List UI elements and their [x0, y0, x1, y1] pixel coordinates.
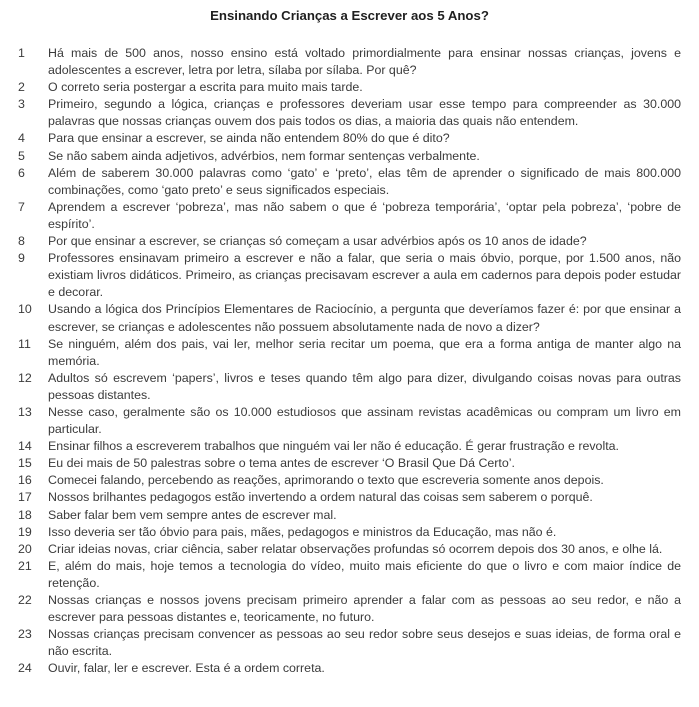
list-item — [18, 558, 681, 592]
item-text: Saber falar bem vem sempre antes de escrever mal. — [48, 507, 337, 522]
item-number: 2 — [18, 80, 25, 95]
item-text: Professores ensinavam primeiro a escrever e não a falar, que seria o mais óbvio, porque, por 1.500 anos, não existiam livros didáticos. Primeiro, as crianças precisavam escrever a aula em cadernos para depois poder estudar e decorar. — [48, 251, 681, 300]
list-item — [18, 45, 681, 79]
item-text: Nesse caso, geralmente são os 10.000 estudiosos que assinam revistas acadêmicas ou compram um livro em particular. — [48, 404, 681, 437]
item-number: 23 — [18, 627, 32, 642]
list-item — [18, 199, 681, 233]
list-item — [18, 541, 681, 558]
item-number: 15 — [18, 456, 32, 471]
list-item — [18, 96, 681, 130]
list-item — [18, 233, 681, 250]
item-number: 5 — [18, 148, 25, 163]
list-item — [18, 626, 681, 660]
item-text: Se ninguém, além dos pais, vai ler, melhor seria recitar um poema, que era a forma antiga de manter algo na memória. — [48, 336, 681, 368]
item-number: 13 — [18, 404, 32, 419]
item-number: 17 — [18, 490, 32, 505]
item-number: 1 — [18, 46, 25, 60]
item-text: Nossos brilhantes pedagogos estão invertendo a ordem natural das coisas sem saberem o porquê. — [48, 490, 593, 505]
list-item — [18, 79, 681, 96]
list-item — [18, 455, 681, 472]
list-item — [18, 507, 681, 524]
list-item — [18, 438, 681, 455]
item-text: Ouvir, falar, ler e escrever. Esta é a ordem correta. — [48, 661, 325, 676]
item-text: O correto seria postergar a escrita para muito mais tarde. — [48, 80, 363, 95]
item-text: Primeiro, segundo a lógica, crianças e professores deveriam usar esse tempo para compreender as 30.000 palavras que nossas crianças ouvem dos pais todos os dias, a maioria das quais não entendem. — [48, 97, 681, 129]
item-number: 3 — [18, 97, 25, 112]
item-number: 9 — [18, 251, 25, 266]
item-number: 6 — [18, 165, 25, 180]
list-item — [18, 660, 681, 677]
item-number: 14 — [18, 439, 32, 454]
item-number: 7 — [18, 199, 25, 214]
item-number: 19 — [18, 524, 32, 539]
item-number: 11 — [18, 336, 31, 351]
item-text: Nossas crianças e nossos jovens precisam primeiro aprender a falar com as pessoas ao seu redor, e não a escrever para pessoas distantes e, teoricamente, no futuro. — [48, 593, 681, 625]
item-number: 8 — [18, 234, 25, 249]
list-item — [18, 336, 681, 370]
item-text: Por que ensinar a escrever, se crianças só começam a usar advérbios após os 10 anos de idade? — [48, 234, 587, 249]
item-text: Usando a lógica dos Princípios Elementares de Raciocínio, a pergunta que deveríamos fazer é: por que ensinar a escrever, se crianças e adolescentes não possuem absolutamente nada de novo a dizer? — [48, 302, 681, 334]
item-text: Comecei falando, percebendo as reações, aprimorando o texto que escreveria somente anos depois. — [48, 473, 604, 488]
list-item — [18, 592, 681, 626]
item-text: Aprendem a escrever ‘pobreza’, mas não sabem o que é ‘pobreza temporária’, ‘optar pela pobreza’, ‘pobre de espírito’. — [48, 199, 681, 231]
item-number: 18 — [18, 507, 32, 522]
item-number: 21 — [18, 558, 32, 573]
list-item — [18, 404, 681, 438]
item-number: 20 — [18, 541, 32, 556]
item-text: Ensinar filhos a escreverem trabalhos que ninguém vai ler não é educação. É gerar frustração e revolta. — [48, 439, 619, 454]
document-title: Ensinando Crianças a Escrever aos 5 Anos? — [210, 8, 489, 23]
list-item — [18, 301, 681, 335]
item-text: Criar ideias novas, criar ciência, saber relatar observações profundas só ocorrem depois dos 30 anos, e olhe lá. — [48, 541, 663, 556]
list-item — [18, 489, 681, 506]
item-text: Há mais de 500 anos, nosso ensino está voltado primordialmente para ensinar nossas crianças, jovens e adolescentes a escrever, letra por letra, sílaba por sílaba. Por quê? — [48, 46, 681, 78]
list-item — [18, 130, 681, 147]
item-text: Além de saberem 30.000 palavras como ‘gato’ e ‘preto’, elas têm de aprender o significado de mais 800.000 combinações, como ‘gato preto’ e seus significados especiais. — [48, 165, 681, 197]
list-item — [18, 250, 681, 301]
item-number: 12 — [18, 370, 32, 385]
list-item — [18, 165, 681, 199]
item-text: Eu dei mais de 50 palestras sobre o tema antes de escrever ‘O Brasil Que Dá Certo’. — [48, 456, 515, 471]
list-item — [18, 524, 681, 541]
item-number: 24 — [18, 661, 32, 676]
list-item — [18, 472, 681, 489]
item-text: E, além do mais, hoje temos a tecnologia do vídeo, muito mais eficiente do que o livro e com maior índice de retenção. — [48, 558, 681, 590]
item-number: 10 — [18, 302, 32, 317]
list-item — [18, 148, 681, 165]
item-text: Nossas crianças precisam convencer as pessoas ao seu redor sobre seus desejos e suas ideias, de forma oral e não escrita. — [48, 627, 681, 659]
item-number: 16 — [18, 473, 32, 488]
item-text: Adultos só escrevem ‘papers’, livros e teses quando têm algo para dizer, divulgando coisas novas para outras pessoas distantes. — [48, 370, 681, 402]
item-text: Isso deveria ser tão óbvio para pais, mães, pedagogos e ministros da Educação, mas não é. — [48, 524, 557, 539]
list-item — [18, 370, 681, 404]
item-number: 4 — [18, 131, 25, 146]
item-text: Se não sabem ainda adjetivos, advérbios, nem formar sentenças verbalmente. — [48, 148, 480, 163]
item-text: Para que ensinar a escrever, se ainda não entendem 80% do que é dito? — [48, 131, 450, 146]
item-number: 22 — [18, 593, 32, 607]
numbered-list — [18, 45, 681, 677]
